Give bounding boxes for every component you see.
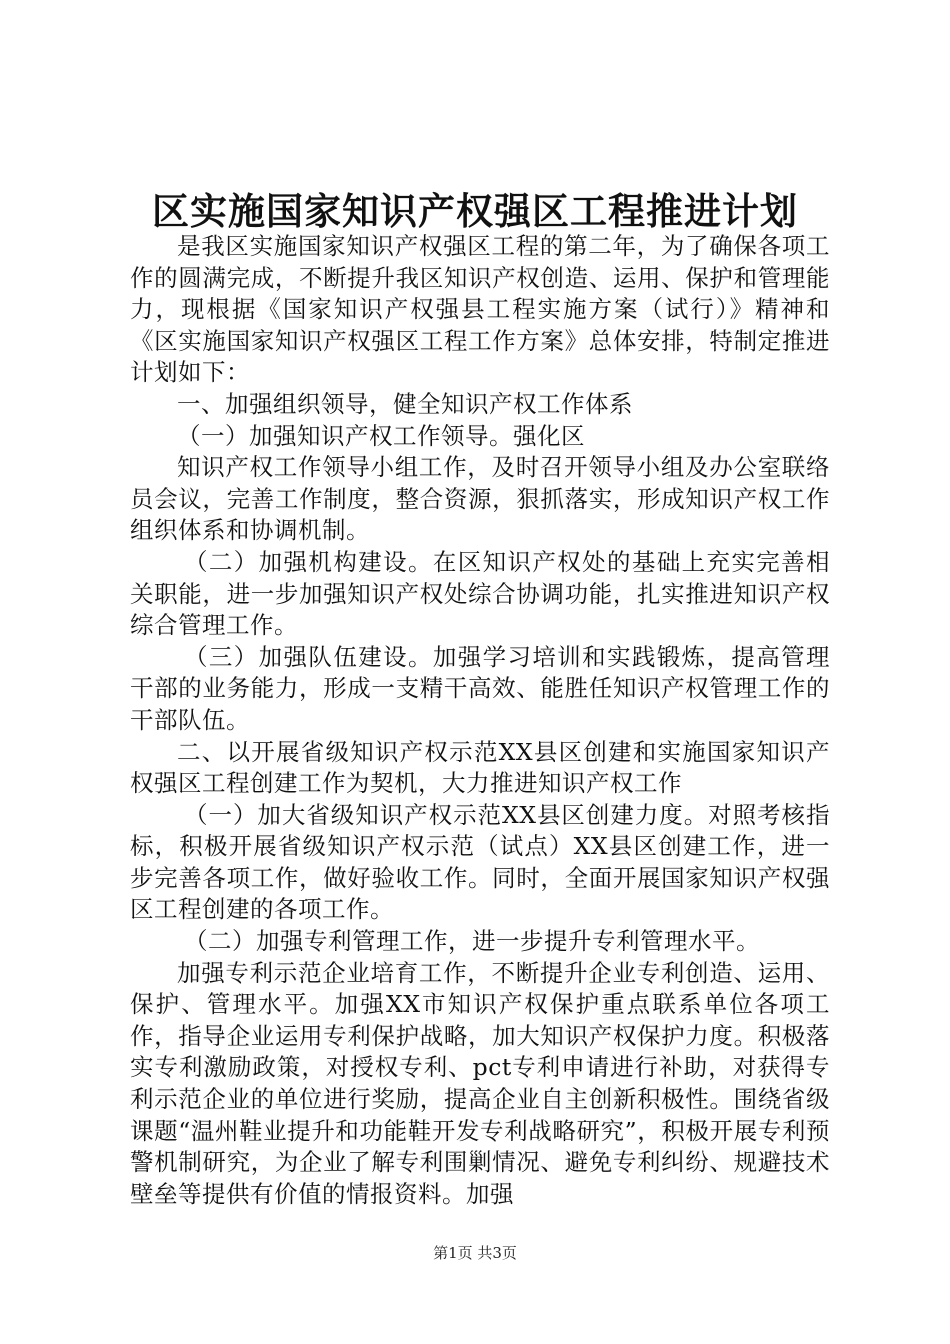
- document-title: 区实施国家知识产权强区工程推进计划: [152, 189, 798, 233]
- paragraph-team: （三）加强队伍建设。加强学习培训和实践锻炼，提高管理干部的业务能力，形成一支精干高效、能胜任知识产权管理工作的干部队伍。: [130, 642, 830, 734]
- heading-subsection-2-2: （二）加强专利管理工作，进一步提升专利管理水平。: [184, 927, 761, 956]
- page-footer: 第1页 共3页: [433, 1244, 517, 1262]
- paragraph-intro: 是我区实施国家知识产权强区工程的第二年，为了确保各项工作的圆满完成，不断提升我区知识产权创造、运用、保护和管理能力，现根据《国家知识产权强县工程实施方案（试行）》精神和《区实施国家知识产权强区工程工作方案》总体安排，特制定推进计划如下：: [130, 232, 830, 387]
- heading-section-2: 二、以开展省级知识产权示范XX县区创建和实施国家知识产权强区工程创建工作为契机，大力推进知识产权工作: [130, 737, 830, 798]
- paragraph-patent: 加强专利示范企业培育工作，不断提升企业专利创造、运用、保护、管理水平。加强XX市知识产权保护重点联系单位各项工作，指导企业运用专利保护战略，加大知识产权保护力度。积极落实专利激励政策，对授权专利、pct专利申请进行补助，对获得专利示范企业的单位进行奖励，提高企业自主创新积极性。围绕省级课题“温州鞋业提升和功能鞋开发专利战略研究”，积极开展专利预警机制研究，为企业了解专利围剿情况、避免专利纠纷、规避技术壁垒等提供有价值的情报资料。加强: [130, 958, 830, 1208]
- paragraph-institution: （二）加强机构建设。在区知识产权处的基础上充实完善相关职能，进一步加强知识产权处综合协调功能，扎实推进知识产权综合管理工作。: [130, 547, 830, 640]
- heading-subsection-1-1: （一）加强知识产权工作领导。强化区: [177, 421, 585, 450]
- heading-section-1: 一、加强组织领导，健全知识产权工作体系: [177, 389, 633, 418]
- paragraph-demonstration: （一）加大省级知识产权示范XX县区创建力度。对照考核指标，积极开展省级知识产权示范（试点）XX县区创建工作，进一步完善各项工作，做好验收工作。同时，全面开展国家知识产权强区工程创建的各项工作。: [130, 800, 830, 924]
- paragraph-leadership: 知识产权工作领导小组工作，及时召开领导小组及办公室联络员会议，完善工作制度，整合资源，狠抓落实，形成知识产权工作组织体系和协调机制。: [130, 453, 830, 545]
- document-body: [130, 231, 830, 1210]
